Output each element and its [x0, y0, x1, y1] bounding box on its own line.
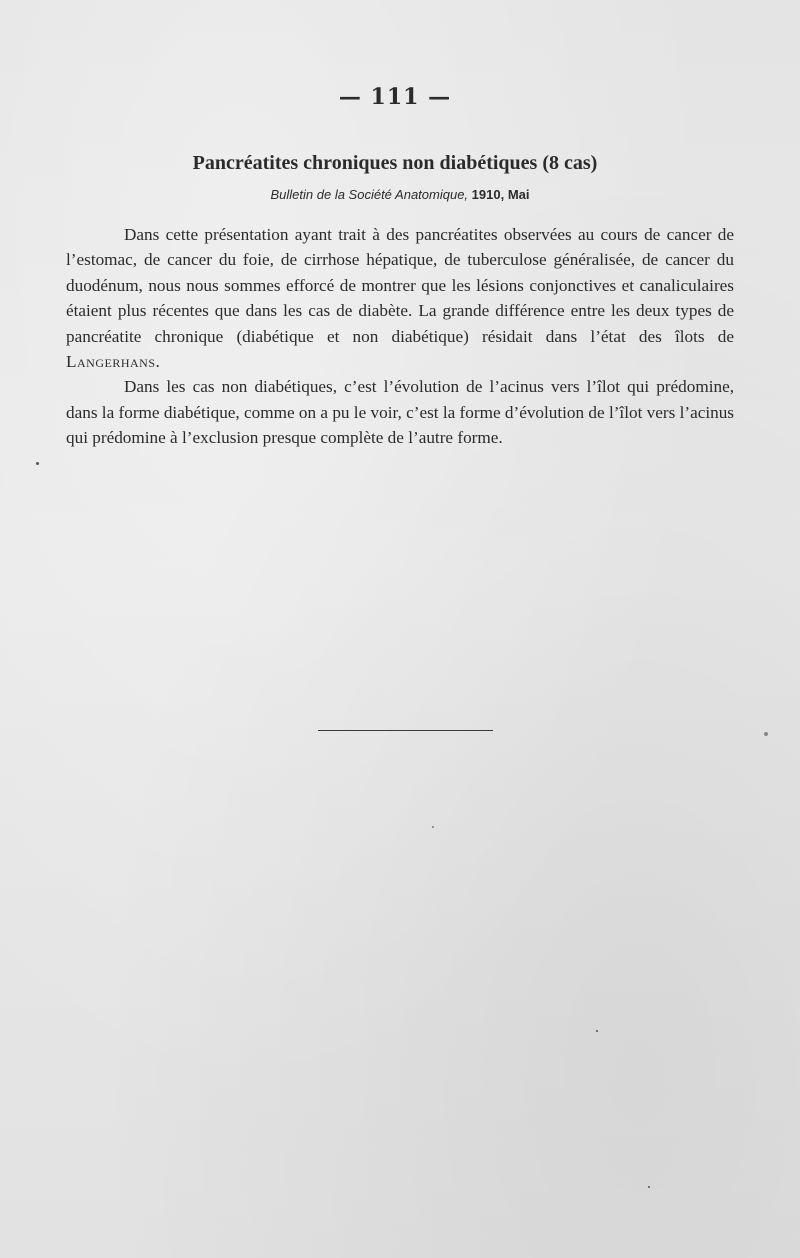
page-number: — 111 —	[338, 84, 452, 110]
source-journal: Bulletin de la Société Anatomique,	[270, 187, 469, 202]
scan-speck	[596, 1030, 598, 1032]
end-rule-divider	[318, 730, 493, 731]
paragraph-1	[66, 222, 734, 374]
scan-speck	[764, 732, 768, 736]
source-citation	[0, 187, 800, 202]
scan-speck	[648, 1186, 650, 1188]
paragraph-1-end: .	[155, 352, 160, 372]
author-name-langerhans: Langerhans	[66, 352, 156, 372]
scan-speck	[432, 826, 434, 828]
body-text	[66, 222, 734, 451]
paragraph-2: Dans les cas non diabétiques, c’est l’évolution de l’acinus vers l’îlot qui prédomine, dans la forme diabétique, comme on a pu le voir, c’est la forme d’évolution de l’îlot vers l’acinus qui prédomine à l’exclusion presque complète de l’autre forme.	[66, 377, 734, 448]
source-date: 1910, Mai	[471, 187, 530, 202]
section-title: Pancréatites chroniques non diabétiques (8 cas)	[192, 152, 598, 174]
scan-speck	[36, 462, 39, 465]
paragraph-1-text: Dans cette présentation ayant trait à des pancréatites observées au cours de cancer de l’estomac, de cancer du foie, de cirrhose hépatique, de tuberculose généralisée, de cancer du duodénum, nous nous sommes efforcé de montrer que les lésions conjonctives et canaliculaires étaient plus récentes que dans les cas de diabète. La grande différence entre les deux types de pancréatite chronique (diabétique et non diabétique) résidait dans l’état des îlots de	[66, 225, 734, 346]
